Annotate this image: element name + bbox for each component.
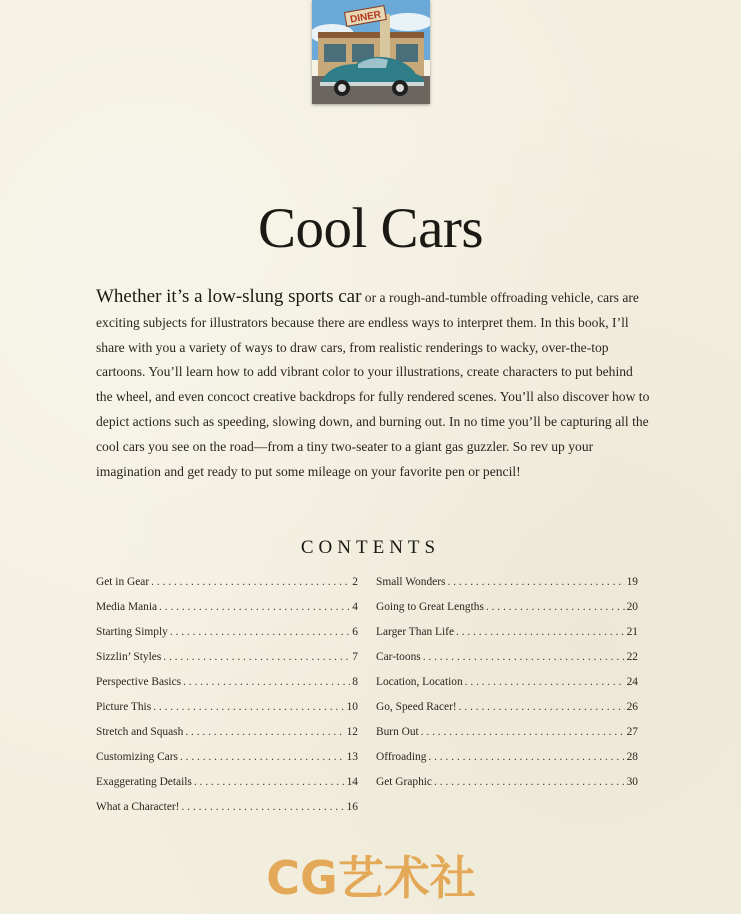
toc-entry-title: Larger Than Life (376, 626, 455, 638)
toc-entry-title: Exaggerating Details (96, 776, 192, 788)
toc-leader-dots (151, 576, 350, 588)
toc-entry-page: 13 (346, 751, 358, 763)
diner-car-illustration (312, 0, 430, 104)
toc-leader-dots (181, 801, 344, 813)
toc-entry-page: 6 (352, 626, 358, 638)
toc-leader-dots (486, 601, 625, 613)
cover-illustration (312, 0, 430, 104)
watermark-logo (246, 846, 496, 904)
toc-entry-title: Get in Gear (96, 576, 150, 588)
toc-entry[interactable] (376, 601, 638, 626)
toc-entry[interactable] (96, 801, 358, 826)
toc-entry-title: Customizing Cars (96, 751, 178, 763)
toc-entry-title: Stretch and Squash (96, 726, 184, 738)
toc-entry-title: Sizzlin’ Styles (96, 651, 162, 663)
toc-entry-page: 26 (626, 701, 638, 713)
toc-entry[interactable] (376, 776, 638, 801)
toc-entry[interactable] (376, 626, 638, 651)
toc-entry[interactable] (376, 701, 638, 726)
toc-entry-title: Picture This (96, 701, 152, 713)
toc-entry-page: 16 (346, 801, 358, 813)
toc-entry[interactable] (376, 651, 638, 676)
toc-entry-page: 28 (626, 751, 638, 763)
toc-leader-dots (456, 626, 625, 638)
toc-entry-page: 21 (626, 626, 638, 638)
toc-entry[interactable] (96, 676, 358, 701)
toc-entry-page: 8 (352, 676, 358, 688)
toc-leader-dots (183, 676, 350, 688)
toc-entry-page: 4 (352, 601, 358, 613)
toc-entry-title: Burn Out (376, 726, 419, 738)
toc-entry[interactable] (96, 601, 358, 626)
toc-leader-dots (159, 601, 350, 613)
toc-entry-page: 14 (346, 776, 358, 788)
toc-entry-page: 30 (626, 776, 638, 788)
toc-entry-title: Location, Location (376, 676, 463, 688)
toc-leader-dots (428, 751, 624, 763)
toc-leader-dots (185, 726, 344, 738)
watermark-text: CG艺术社 (266, 851, 476, 904)
toc-entry-title: Going to Great Lengths (376, 601, 484, 613)
toc-entry-title: Go, Speed Racer! (376, 701, 457, 713)
toc-entry-title: What a Character! (96, 801, 180, 813)
toc-entry-title: Car-toons (376, 651, 421, 663)
toc-entry[interactable] (96, 701, 358, 726)
toc-entry-title: Get Graphic (376, 776, 432, 788)
toc-leader-dots (423, 651, 625, 663)
toc-left-column (96, 576, 358, 826)
toc-right-column (376, 576, 638, 801)
toc-leader-dots (434, 776, 625, 788)
toc-entry-page: 2 (352, 576, 358, 588)
toc-entry-page: 7 (352, 651, 358, 663)
intro-lead: Whether it’s a low-slung sports car (96, 286, 362, 307)
toc-entry-page: 24 (626, 676, 638, 688)
page-title: Cool Cars (257, 197, 484, 260)
toc-entry-title: Offroading (376, 751, 427, 763)
toc-leader-dots (459, 701, 625, 713)
intro-paragraph (96, 285, 652, 484)
toc-entry-title: Small Wonders (376, 576, 446, 588)
toc-entry-title: Media Mania (96, 601, 158, 613)
toc-leader-dots (163, 651, 350, 663)
toc-entry[interactable] (376, 676, 638, 701)
toc-entry-page: 22 (626, 651, 638, 663)
toc-entry-page: 10 (346, 701, 358, 713)
toc-entry[interactable] (376, 751, 638, 776)
toc-entry-page: 19 (626, 576, 638, 588)
toc-leader-dots (465, 676, 625, 688)
toc-leader-dots (194, 776, 345, 788)
toc-leader-dots (153, 701, 344, 713)
toc-entry-page: 27 (626, 726, 638, 738)
toc-entry[interactable] (96, 776, 358, 801)
toc-entry[interactable] (96, 651, 358, 676)
toc-entry-page: 12 (346, 726, 358, 738)
intro-body: or a rough-and-tumble offroading vehicle, cars are exciting subjects for illustrators because there are endless ways to interpret them. In this book, I’ll share with you a variety of ways to draw cars, from realistic renderings to wacky, over-the-top cartoons. You’ll learn how to add vibrant color to your illustrations, create characters to put behind the wheel, and even concoct creative backdrops for fully rendered scenes. You’ll also discover how to depict actions such as speeding, slowing down, and burning out. In no time you’ll be capturing all the cool cars you see on the road—from a tiny two-seater to a giant gas guzzler. So rev up your imagination and get ready to put some mileage on your favorite pen or pencil! (96, 290, 650, 479)
toc-entry[interactable] (376, 576, 638, 601)
toc-entry[interactable] (96, 626, 358, 651)
toc-entry-title: Starting Simply (96, 626, 168, 638)
diner-sign: DINER (349, 9, 382, 26)
toc-entry[interactable] (96, 751, 358, 776)
toc-leader-dots (421, 726, 625, 738)
toc-entry[interactable] (96, 576, 358, 601)
contents-heading: CONTENTS (300, 537, 441, 558)
toc-leader-dots (170, 626, 350, 638)
toc-entry-page: 20 (626, 601, 638, 613)
toc-leader-dots (180, 751, 345, 763)
toc-entry[interactable] (376, 726, 638, 751)
toc-entry[interactable] (96, 726, 358, 751)
toc-leader-dots (447, 576, 624, 588)
toc-entry-title: Perspective Basics (96, 676, 182, 688)
